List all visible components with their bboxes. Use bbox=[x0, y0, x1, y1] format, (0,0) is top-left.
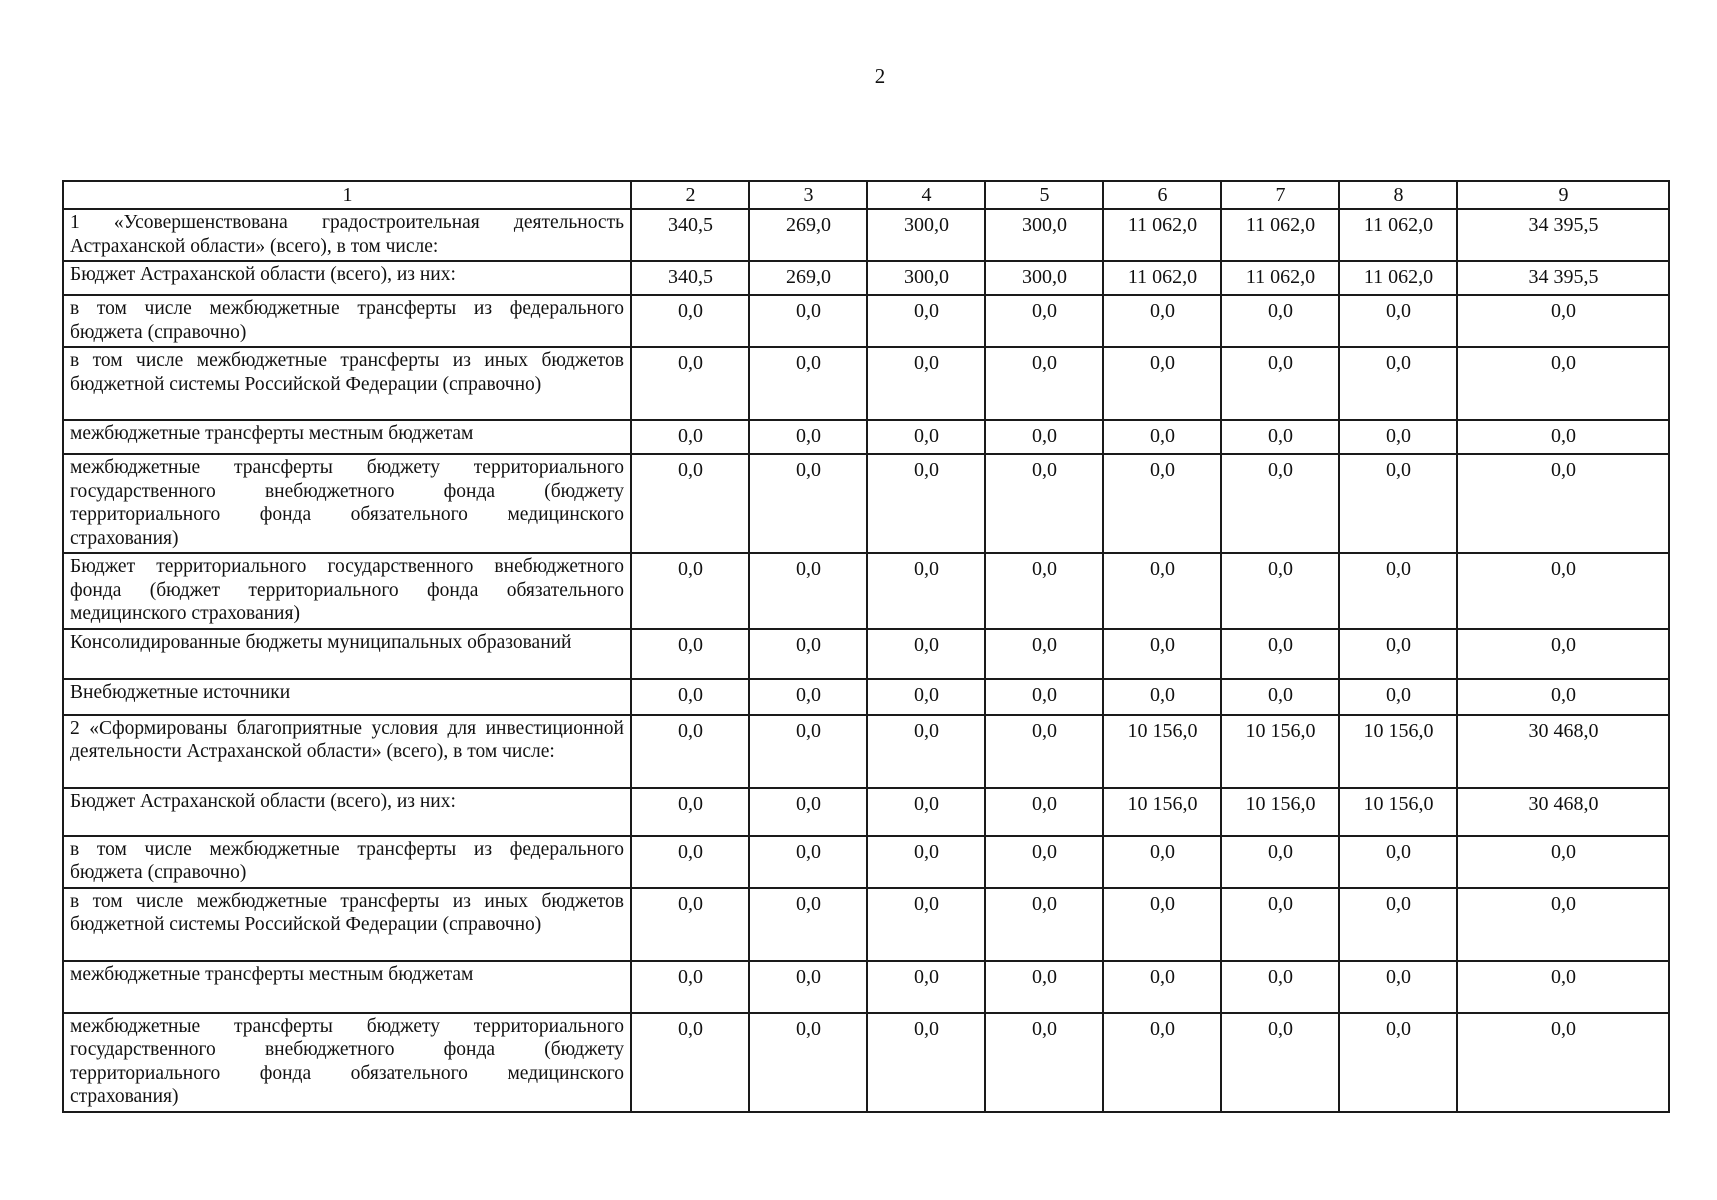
value-cell-col-3: 0,0 bbox=[749, 836, 867, 888]
value-cell-col-4: 0,0 bbox=[867, 347, 985, 420]
value-cell-col-8: 0,0 bbox=[1339, 454, 1457, 553]
value-cell-col-9: 0,0 bbox=[1457, 553, 1669, 629]
value-cell-col-6: 0,0 bbox=[1103, 420, 1221, 454]
value-cell-col-7: 0,0 bbox=[1221, 961, 1339, 1013]
value-cell-col-6: 0,0 bbox=[1103, 961, 1221, 1013]
value-cell-col-5: 0,0 bbox=[985, 961, 1103, 1013]
row-label: 2 «Сформированы благоприятные условия для инвестиционной деятельности Астраханской области» (всего), в том числе: bbox=[63, 715, 631, 788]
column-header-9: 9 bbox=[1457, 181, 1669, 209]
value-cell-col-5: 0,0 bbox=[985, 679, 1103, 715]
value-cell-col-3: 0,0 bbox=[749, 629, 867, 679]
value-cell-col-8: 0,0 bbox=[1339, 961, 1457, 1013]
funding-table bbox=[62, 180, 1670, 1113]
value-cell-col-7: 0,0 bbox=[1221, 420, 1339, 454]
value-cell-col-7: 0,0 bbox=[1221, 1013, 1339, 1112]
table-row bbox=[63, 1013, 1669, 1112]
table-row bbox=[63, 836, 1669, 888]
table-row bbox=[63, 295, 1669, 347]
value-cell-col-4: 0,0 bbox=[867, 629, 985, 679]
value-cell-col-6: 0,0 bbox=[1103, 347, 1221, 420]
value-cell-col-2: 0,0 bbox=[631, 553, 749, 629]
value-cell-col-8: 0,0 bbox=[1339, 1013, 1457, 1112]
value-cell-col-8: 0,0 bbox=[1339, 679, 1457, 715]
value-cell-col-4: 0,0 bbox=[867, 679, 985, 715]
value-cell-col-6: 0,0 bbox=[1103, 679, 1221, 715]
value-cell-col-4: 0,0 bbox=[867, 1013, 985, 1112]
value-cell-col-5: 0,0 bbox=[985, 629, 1103, 679]
row-label: 1 «Усовершенствована градостроительная деятельность Астраханской области» (всего), в том числе: bbox=[63, 209, 631, 261]
value-cell-col-6: 0,0 bbox=[1103, 629, 1221, 679]
row-label: межбюджетные трансферты бюджету территориального государственного внебюджетного фонда (бюджету территориального фонда обязательного медицинского страхования) bbox=[63, 1013, 631, 1112]
table-row bbox=[63, 679, 1669, 715]
table-row bbox=[63, 347, 1669, 420]
value-cell-col-3: 0,0 bbox=[749, 553, 867, 629]
value-cell-col-8: 0,0 bbox=[1339, 347, 1457, 420]
value-cell-col-2: 0,0 bbox=[631, 347, 749, 420]
value-cell-col-9: 0,0 bbox=[1457, 888, 1669, 961]
value-cell-col-9: 0,0 bbox=[1457, 420, 1669, 454]
value-cell-col-4: 0,0 bbox=[867, 420, 985, 454]
row-label: межбюджетные трансферты местным бюджетам bbox=[63, 961, 631, 1013]
value-cell-col-7: 10 156,0 bbox=[1221, 788, 1339, 836]
column-header-7: 7 bbox=[1221, 181, 1339, 209]
value-cell-col-7: 0,0 bbox=[1221, 836, 1339, 888]
value-cell-col-9: 34 395,5 bbox=[1457, 209, 1669, 261]
row-label: в том числе межбюджетные трансферты из иных бюджетов бюджетной системы Российской Федерации (справочно) bbox=[63, 888, 631, 961]
value-cell-col-8: 11 062,0 bbox=[1339, 261, 1457, 295]
value-cell-col-9: 34 395,5 bbox=[1457, 261, 1669, 295]
value-cell-col-3: 0,0 bbox=[749, 1013, 867, 1112]
table-row bbox=[63, 715, 1669, 788]
value-cell-col-9: 0,0 bbox=[1457, 679, 1669, 715]
value-cell-col-3: 0,0 bbox=[749, 715, 867, 788]
column-header-1: 1 bbox=[63, 181, 631, 209]
table-row bbox=[63, 261, 1669, 295]
value-cell-col-6: 11 062,0 bbox=[1103, 209, 1221, 261]
value-cell-col-2: 0,0 bbox=[631, 715, 749, 788]
value-cell-col-5: 0,0 bbox=[985, 553, 1103, 629]
value-cell-col-6: 11 062,0 bbox=[1103, 261, 1221, 295]
column-header-5: 5 bbox=[985, 181, 1103, 209]
value-cell-col-6: 0,0 bbox=[1103, 1013, 1221, 1112]
value-cell-col-9: 30 468,0 bbox=[1457, 788, 1669, 836]
value-cell-col-7: 0,0 bbox=[1221, 888, 1339, 961]
row-label: Бюджет Астраханской области (всего), из них: bbox=[63, 261, 631, 295]
value-cell-col-8: 0,0 bbox=[1339, 888, 1457, 961]
table-body bbox=[63, 209, 1669, 1112]
value-cell-col-6: 0,0 bbox=[1103, 836, 1221, 888]
table-header-row bbox=[63, 181, 1669, 209]
value-cell-col-7: 0,0 bbox=[1221, 454, 1339, 553]
value-cell-col-5: 0,0 bbox=[985, 1013, 1103, 1112]
value-cell-col-9: 0,0 bbox=[1457, 454, 1669, 553]
value-cell-col-2: 0,0 bbox=[631, 454, 749, 553]
value-cell-col-8: 0,0 bbox=[1339, 629, 1457, 679]
value-cell-col-8: 0,0 bbox=[1339, 295, 1457, 347]
value-cell-col-2: 0,0 bbox=[631, 420, 749, 454]
value-cell-col-5: 0,0 bbox=[985, 836, 1103, 888]
value-cell-col-4: 0,0 bbox=[867, 715, 985, 788]
table-row bbox=[63, 888, 1669, 961]
value-cell-col-8: 0,0 bbox=[1339, 553, 1457, 629]
value-cell-col-4: 0,0 bbox=[867, 888, 985, 961]
value-cell-col-2: 0,0 bbox=[631, 629, 749, 679]
column-header-2: 2 bbox=[631, 181, 749, 209]
value-cell-col-3: 0,0 bbox=[749, 347, 867, 420]
value-cell-col-7: 11 062,0 bbox=[1221, 261, 1339, 295]
value-cell-col-9: 30 468,0 bbox=[1457, 715, 1669, 788]
value-cell-col-5: 0,0 bbox=[985, 347, 1103, 420]
value-cell-col-4: 0,0 bbox=[867, 454, 985, 553]
value-cell-col-6: 10 156,0 bbox=[1103, 715, 1221, 788]
value-cell-col-3: 269,0 bbox=[749, 261, 867, 295]
row-label: межбюджетные трансферты бюджету территориального государственного внебюджетного фонда (бюджету территориального фонда обязательного медицинского страхования) bbox=[63, 454, 631, 553]
value-cell-col-6: 0,0 bbox=[1103, 295, 1221, 347]
value-cell-col-4: 0,0 bbox=[867, 836, 985, 888]
value-cell-col-7: 0,0 bbox=[1221, 679, 1339, 715]
value-cell-col-8: 10 156,0 bbox=[1339, 788, 1457, 836]
value-cell-col-4: 0,0 bbox=[867, 788, 985, 836]
value-cell-col-4: 0,0 bbox=[867, 961, 985, 1013]
row-label: Бюджет территориального государственного внебюджетного фонда (бюджет территориального фонда обязательного медицинского страхования) bbox=[63, 553, 631, 629]
value-cell-col-5: 0,0 bbox=[985, 295, 1103, 347]
value-cell-col-7: 11 062,0 bbox=[1221, 209, 1339, 261]
table-row bbox=[63, 209, 1669, 261]
value-cell-col-6: 10 156,0 bbox=[1103, 788, 1221, 836]
value-cell-col-2: 0,0 bbox=[631, 679, 749, 715]
value-cell-col-5: 0,0 bbox=[985, 888, 1103, 961]
value-cell-col-2: 0,0 bbox=[631, 788, 749, 836]
value-cell-col-5: 300,0 bbox=[985, 209, 1103, 261]
row-label: в том числе межбюджетные трансферты из федерального бюджета (справочно) bbox=[63, 295, 631, 347]
value-cell-col-4: 300,0 bbox=[867, 261, 985, 295]
value-cell-col-5: 0,0 bbox=[985, 420, 1103, 454]
value-cell-col-6: 0,0 bbox=[1103, 553, 1221, 629]
row-label: межбюджетные трансферты местным бюджетам bbox=[63, 420, 631, 454]
value-cell-col-5: 0,0 bbox=[985, 788, 1103, 836]
table-row bbox=[63, 629, 1669, 679]
row-label: Бюджет Астраханской области (всего), из них: bbox=[63, 788, 631, 836]
value-cell-col-6: 0,0 bbox=[1103, 454, 1221, 553]
value-cell-col-8: 10 156,0 bbox=[1339, 715, 1457, 788]
value-cell-col-4: 0,0 bbox=[867, 553, 985, 629]
table-row bbox=[63, 420, 1669, 454]
table-row bbox=[63, 553, 1669, 629]
value-cell-col-2: 0,0 bbox=[631, 295, 749, 347]
value-cell-col-9: 0,0 bbox=[1457, 961, 1669, 1013]
page-number: 2 bbox=[874, 64, 886, 88]
column-header-6: 6 bbox=[1103, 181, 1221, 209]
value-cell-col-7: 0,0 bbox=[1221, 295, 1339, 347]
value-cell-col-2: 0,0 bbox=[631, 836, 749, 888]
value-cell-col-7: 0,0 bbox=[1221, 629, 1339, 679]
value-cell-col-7: 10 156,0 bbox=[1221, 715, 1339, 788]
value-cell-col-8: 11 062,0 bbox=[1339, 209, 1457, 261]
value-cell-col-3: 0,0 bbox=[749, 295, 867, 347]
value-cell-col-9: 0,0 bbox=[1457, 629, 1669, 679]
value-cell-col-5: 300,0 bbox=[985, 261, 1103, 295]
row-label: в том числе межбюджетные трансферты из федерального бюджета (справочно) bbox=[63, 836, 631, 888]
value-cell-col-3: 269,0 bbox=[749, 209, 867, 261]
value-cell-col-3: 0,0 bbox=[749, 454, 867, 553]
table-row bbox=[63, 454, 1669, 553]
value-cell-col-8: 0,0 bbox=[1339, 420, 1457, 454]
value-cell-col-3: 0,0 bbox=[749, 679, 867, 715]
value-cell-col-3: 0,0 bbox=[749, 961, 867, 1013]
column-header-8: 8 bbox=[1339, 181, 1457, 209]
value-cell-col-4: 0,0 bbox=[867, 295, 985, 347]
value-cell-col-2: 340,5 bbox=[631, 209, 749, 261]
value-cell-col-4: 300,0 bbox=[867, 209, 985, 261]
table-row bbox=[63, 788, 1669, 836]
value-cell-col-9: 0,0 bbox=[1457, 295, 1669, 347]
value-cell-col-5: 0,0 bbox=[985, 454, 1103, 553]
value-cell-col-9: 0,0 bbox=[1457, 347, 1669, 420]
value-cell-col-7: 0,0 bbox=[1221, 553, 1339, 629]
row-label: Внебюджетные источники bbox=[63, 679, 631, 715]
value-cell-col-3: 0,0 bbox=[749, 888, 867, 961]
value-cell-col-7: 0,0 bbox=[1221, 347, 1339, 420]
table-row bbox=[63, 961, 1669, 1013]
value-cell-col-5: 0,0 bbox=[985, 715, 1103, 788]
column-header-4: 4 bbox=[867, 181, 985, 209]
value-cell-col-3: 0,0 bbox=[749, 420, 867, 454]
value-cell-col-9: 0,0 bbox=[1457, 1013, 1669, 1112]
column-header-3: 3 bbox=[749, 181, 867, 209]
value-cell-col-6: 0,0 bbox=[1103, 888, 1221, 961]
value-cell-col-2: 0,0 bbox=[631, 961, 749, 1013]
value-cell-col-3: 0,0 bbox=[749, 788, 867, 836]
value-cell-col-2: 0,0 bbox=[631, 888, 749, 961]
value-cell-col-2: 340,5 bbox=[631, 261, 749, 295]
row-label: в том числе межбюджетные трансферты из иных бюджетов бюджетной системы Российской Федерации (справочно) bbox=[63, 347, 631, 420]
value-cell-col-2: 0,0 bbox=[631, 1013, 749, 1112]
value-cell-col-8: 0,0 bbox=[1339, 836, 1457, 888]
row-label: Консолидированные бюджеты муниципальных образований bbox=[63, 629, 631, 679]
value-cell-col-9: 0,0 bbox=[1457, 836, 1669, 888]
